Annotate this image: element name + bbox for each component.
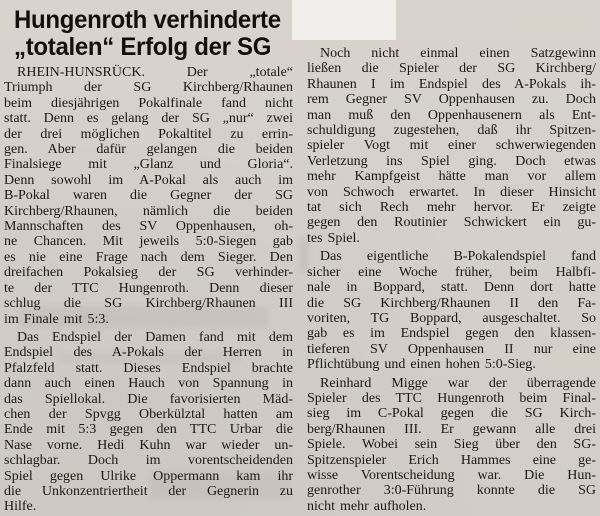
text-line: dann auch einen Hauch von Spannung in [4, 376, 293, 392]
text-line: Spiele. Wobei sein Sieg über den SG- [307, 437, 596, 453]
text-line: Das eigentliche B-Pokalendspiel fand [320, 249, 596, 265]
text-line: Spitzenspieler Erich Hammes eine ge- [307, 452, 596, 468]
text-line: nale in Boppard, statt. Denn dort hatte [307, 280, 596, 296]
text-line: Reinhard Migge war der überragende [320, 375, 596, 391]
text-line: nicht mehr aufholen. [307, 498, 427, 514]
text-line: ne Chancen. Mit jeweils 5:0-Siegen gab [4, 234, 293, 250]
text-line: ließen die Spieler der SG Kirchberg/ [307, 61, 596, 77]
text-line: Pflichtübung und einen hohen 5:0-Sieg. [307, 357, 536, 373]
text-line: Ende mit 5:3 gegen den TTC Urbar die [4, 422, 293, 438]
paragraph-c-pokal [307, 376, 596, 515]
text-line: die Unkonzentriertheit der Gegnerin zu [4, 483, 293, 499]
paragraph-a-pokal [307, 46, 596, 246]
text-line: Spieler des TTC Hungenroth beim Final- [307, 390, 596, 406]
text-line: sicher eine Woche früher, beim Halbfi- [307, 264, 596, 280]
text-line: schlug die SG Kirchberg/Rhaunen III [4, 296, 293, 312]
text-line: Mannschaften des SV Oppenhausen, oh- [4, 219, 293, 235]
text-line: der drei möglichen Pokaltitel zu errin- [4, 126, 293, 142]
text-line: Verletzung ins Spiel ging. Doch etwas [307, 153, 596, 169]
text-line: gegen den Routinier Schwickert ein gu- [307, 215, 596, 231]
text-line: spieler Vogt mit einer schwerwiegenden [307, 138, 596, 154]
text-line: gab es im Endspiel gegen den klassen- [307, 326, 596, 342]
left-column [4, 4, 293, 515]
text-line: Triumph der SG Kirchberg/Rhaunen [4, 80, 293, 96]
text-line: von Schwoch erwartet. In dieser Hinsicht [307, 184, 596, 200]
text-line: te der TTC Hungenroth. Denn dieser [4, 280, 293, 296]
headline-line-2: „totalen“ Erfolg der SG [14, 33, 272, 62]
paragraph-b-pokal [307, 249, 596, 372]
text-line: RHEIN-HUNSRÜCK. Der „totale“ [17, 65, 293, 80]
text-line: wisse Vorentscheidung war. Die Hun- [307, 467, 596, 483]
text-line: chen der Spvgg Oberkülztal hatten am [4, 406, 293, 422]
text-line: B-Pokal waren die Gegner der SG [4, 188, 293, 204]
text-line: mehr Kampfgeist hätte man vor allem [307, 169, 596, 185]
text-line: das Spiellokal. Die favorisierten Mäd- [4, 391, 293, 407]
text-line: berg/Rhaunen III. Er gewann alle drei [307, 421, 596, 437]
text-line: Spiel gegen Ulrike Oppermann kam ihr [4, 468, 293, 484]
text-line: gen. Aber dafür gelangen die beiden [4, 142, 293, 158]
text-line: voriten, TG Boppard, ausgeschaltet. So [307, 310, 596, 326]
text-line: die SG Kirchberg/Rhaunen II den Fa- [307, 295, 596, 311]
text-line: Hilfe. [4, 499, 37, 515]
text-line: es nie eine Frage nach dem Sieger. Den [4, 249, 293, 265]
text-line: schlagbar. Doch im vorentscheidenden [4, 453, 293, 469]
scan-artifact-white-patch [292, 0, 396, 40]
text-line: genrother 3:0-Führung konnte die SG [307, 483, 596, 499]
text-line: tes Spiel. [307, 230, 360, 246]
text-line: im Finale mit 5:3. [4, 311, 109, 327]
text-line: dreifachen Pokalsieg der SG verhinder- [4, 265, 293, 281]
text-line: sieg im C-Pokal gegen die SG Kirch- [307, 406, 596, 422]
paragraph-intro [4, 65, 293, 327]
text-line: statt. Denn es gelang der SG „nur“ zwei [4, 111, 293, 127]
text-line: Finalsiege mit „Glanz und Gloria“. [4, 157, 293, 173]
text-line: man muß den Oppenhausenern als Ent- [307, 107, 596, 123]
paragraph-damen-endspiel [4, 330, 293, 515]
text-line: tat sich Rech mehr hervor. Er zeigte [307, 200, 596, 216]
text-line: Kirchberg/Rhaunen, nämlich die beiden [4, 203, 293, 219]
text-line: Pfalzfeld statt. Dieses Endspiel brachte [4, 360, 293, 376]
text-line: tieferen SV Oppenhausen II nur eine [307, 341, 596, 357]
article-headline [14, 6, 293, 60]
text-line: Endspiel des A-Pokals der Herren in [4, 345, 293, 361]
headline-line-1: Hungenroth verhinderte [14, 6, 281, 35]
text-line: Das Endspiel der Damen fand mit dem [17, 329, 293, 345]
text-line: beim diesjährigen Pokalfinale fand nicht [4, 95, 293, 111]
text-line: Denn sowohl im A-Pokal als auch im [4, 172, 293, 188]
text-line: schuldigung zugestehen, daß ihr Spitzen- [307, 123, 596, 139]
right-column [307, 4, 596, 515]
text-line: Nase vorne. Hedi Kuhn war wieder un- [4, 437, 293, 453]
text-line: Noch nicht einmal einen Satzgewinn [320, 46, 596, 61]
text-line: Rhaunen I im Endspiel des A-Pokals ih- [307, 76, 596, 92]
text-line: rem Gegner SV Oppenhausen zu. Doch [307, 92, 596, 108]
